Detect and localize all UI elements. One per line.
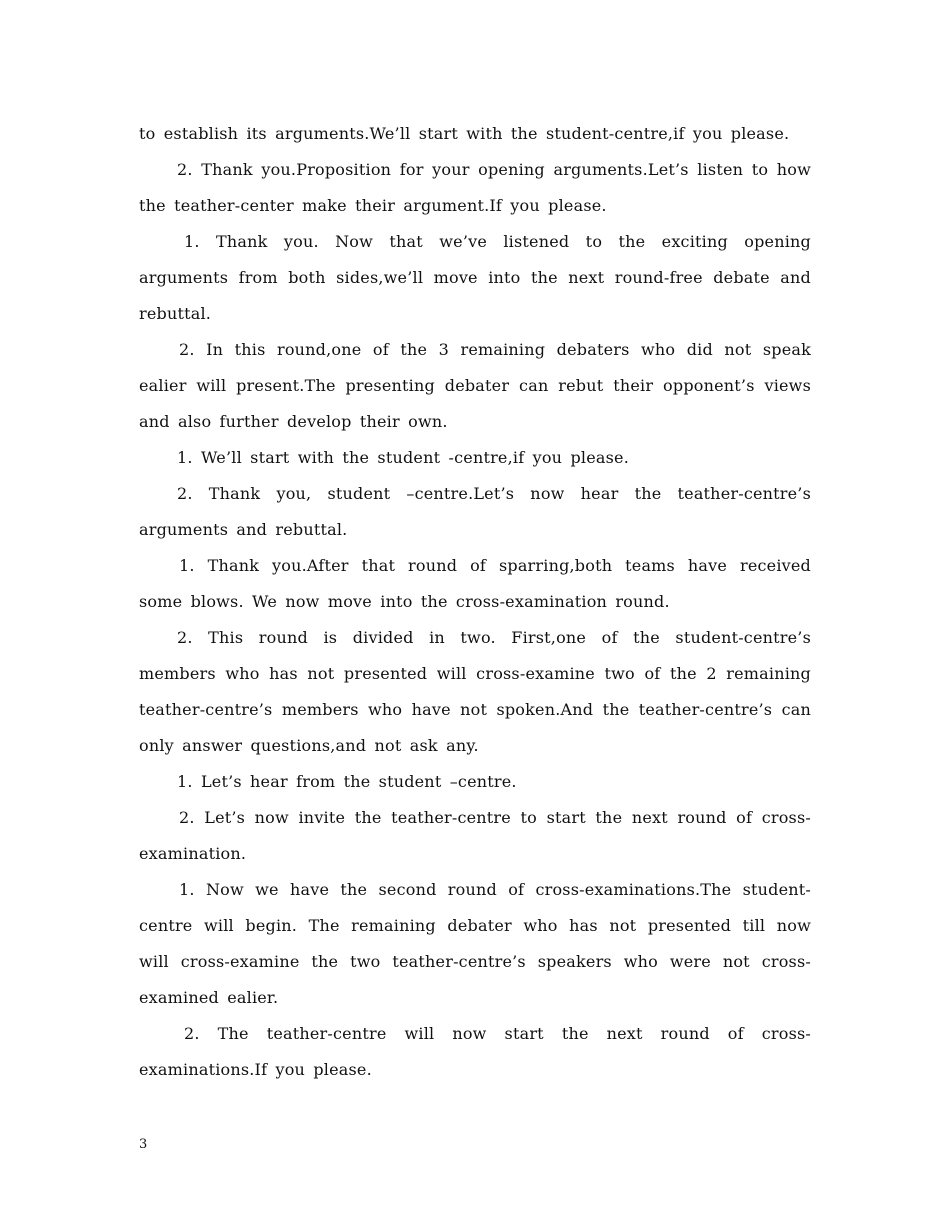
paragraph: 2. Thank you, student –centre.Let’s now hear the teather-centre’s arguments and rebuttal. bbox=[139, 484, 811, 539]
paragraph: 1. Thank you.After that round of sparring,both teams have received some blows. We now move into the cross-examination round. bbox=[139, 556, 811, 611]
paragraph: 1. Now we have the second round of cross-examinations.The student-centre will begin. The remaining debater who has not presented till now will cross-examine the two teather-centre’s speakers who were not cross-examined ealier. bbox=[139, 880, 811, 1007]
paragraph: 2. Let’s now invite the teather-centre to start the next round of cross-examination. bbox=[139, 808, 811, 863]
paragraph: 1. Thank you. Now that we’ve listened to the exciting opening arguments from both sides,we’ll move into the next round-free debate and rebuttal. bbox=[139, 232, 811, 323]
paragraph: 2. This round is divided in two. First,one of the student-centre’s members who has not presented will cross-examine two of the 2 remaining teather-centre’s members who have not spoken.And the teather-centre’s can only answer questions,and not ask any. bbox=[139, 628, 811, 755]
page-number: 3 bbox=[139, 1137, 148, 1152]
document-body bbox=[139, 116, 811, 1088]
paragraph: to establish its arguments.We’ll start with the student-centre,if you please. bbox=[139, 124, 790, 143]
paragraph: 2. Thank you.Proposition for your opening arguments.Let’s listen to how the teather-center make their argument.If you please. bbox=[139, 160, 811, 215]
paragraph: 1. Let’s hear from the student –centre. bbox=[177, 772, 517, 791]
paragraph: 1. We’ll start with the student -centre,if you please. bbox=[177, 448, 630, 467]
paragraph: 2. The teather-centre will now start the next round of cross-examinations.If you please. bbox=[139, 1024, 811, 1079]
paragraph: 2. In this round,one of the 3 remaining debaters who did not speak ealier will present.The presenting debater can rebut their opponent’s views and also further develop their own. bbox=[139, 340, 811, 431]
